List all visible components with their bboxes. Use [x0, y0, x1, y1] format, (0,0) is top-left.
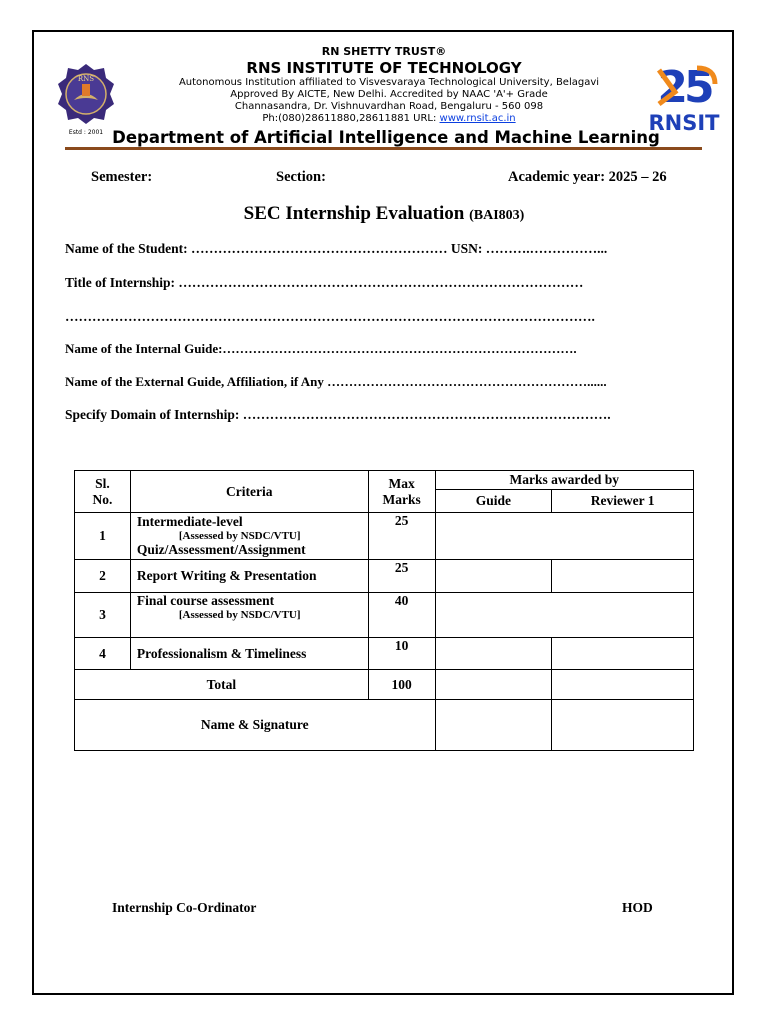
row-sl: 4 [75, 638, 131, 670]
row-criteria [130, 513, 368, 560]
svg-text:RNS: RNS [77, 75, 95, 83]
guide-total-cell[interactable] [435, 670, 552, 700]
assessment-note: [Assessed by NSDC/VTU] [178, 609, 301, 621]
student-name-field[interactable]: Name of the Student: ………………………………………………… USN: ……….……………... [65, 241, 608, 256]
trust-name: RN SHETTY TRUST® [321, 45, 447, 58]
affiliation-line: Autonomous Institution affiliated to Visvesvaraya Technological University, Belagavi [178, 77, 600, 88]
marks-cell-merged[interactable] [435, 593, 693, 638]
academic-year-label: Academic year: 2025 – 26 [508, 169, 667, 185]
institute-name: RNS INSTITUTE OF TECHNOLOGY [246, 59, 522, 77]
table-header-row [75, 471, 694, 490]
row-max-marks: 40 [368, 593, 435, 638]
evaluation-table [74, 470, 694, 751]
guide-marks-cell[interactable] [435, 638, 552, 670]
row-criteria [130, 593, 368, 638]
table-row [75, 513, 694, 560]
external-guide-field[interactable]: Name of the External Guide, Affiliation, if Any ……………………………………………………...... [65, 374, 607, 389]
row-criteria: Professionalism & Timeliness [130, 638, 368, 670]
hod-signature-label: HOD [622, 900, 653, 915]
section-label: Section: [276, 169, 326, 185]
row-max-marks: 10 [368, 638, 435, 670]
criteria-line: Intermediate-level [136, 514, 243, 529]
total-row [75, 670, 694, 700]
address-line: Channasandra, Dr. Vishnuvardhan Road, Bengaluru - 560 098 [234, 101, 544, 112]
estd-label: Estd : 2001 [68, 129, 104, 136]
reviewer-marks-cell[interactable] [552, 560, 694, 593]
guide-header: Guide [435, 490, 552, 513]
approval-line: Approved By AICTE, New Delhi. Accredited by NAAC 'A'+ Grade [230, 89, 548, 100]
row-sl: 1 [75, 513, 131, 560]
criteria-header: Criteria [130, 471, 368, 513]
internship-title-field[interactable]: Title of Internship: ……………………………………………………………………………… [65, 275, 584, 290]
phone-text: Ph:(080)28611880,28611881 URL: [262, 113, 440, 124]
rnsit-logo-text: RNSIT [648, 111, 720, 134]
criteria-line: Final course assessment [136, 593, 275, 608]
reviewer-header: Reviewer 1 [552, 490, 694, 513]
form-title-main: SEC Internship Evaluation [243, 203, 465, 224]
marks-cell-merged[interactable] [435, 513, 693, 560]
department-title: Department of Artificial Intelligence and Machine Learning [112, 128, 660, 147]
row-sl: 2 [75, 560, 131, 593]
svg-text:25: 25 [657, 62, 711, 113]
guide-signature-cell[interactable] [435, 700, 552, 751]
signature-label: Name & Signature [75, 700, 436, 751]
internal-guide-field[interactable]: Name of the Internal Guide:………………………………………………………………………. [65, 341, 577, 356]
form-title [0, 203, 768, 225]
marks-awarded-header: Marks awarded by [435, 471, 693, 490]
header-divider [65, 147, 702, 150]
semester-label: Semester: [91, 169, 153, 185]
sl-no-header: Sl. No. [75, 471, 131, 513]
coordinator-signature-label: Internship Co-Ordinator [112, 900, 257, 915]
website-link[interactable]: www.rnsit.ac.in [439, 113, 516, 124]
total-max-marks: 100 [368, 670, 435, 700]
assessment-note: [Assessed by NSDC/VTU] [178, 530, 301, 542]
row-max-marks: 25 [368, 560, 435, 593]
table-row [75, 560, 694, 593]
row-sl: 3 [75, 593, 131, 638]
total-label: Total [75, 670, 369, 700]
table-row [75, 593, 694, 638]
reviewer-marks-cell[interactable] [552, 638, 694, 670]
row-max-marks: 25 [368, 513, 435, 560]
reviewer-total-cell[interactable] [552, 670, 694, 700]
max-marks-header: Max Marks [368, 471, 435, 513]
reviewer-signature-cell[interactable] [552, 700, 694, 751]
guide-marks-cell[interactable] [435, 560, 552, 593]
row-criteria: Report Writing & Presentation [130, 560, 368, 593]
course-code: (BAI803) [469, 208, 525, 223]
criteria-line: Quiz/Assessment/Assignment [136, 542, 306, 557]
signature-row [75, 700, 694, 751]
table-row [75, 638, 694, 670]
contact-line [0, 113, 768, 126]
internship-title-continued-field[interactable]: ………………………………………………………………………………………………………. [65, 309, 595, 324]
internship-domain-field[interactable]: Specify Domain of Internship: ………………………………………………………………………. [65, 407, 611, 422]
